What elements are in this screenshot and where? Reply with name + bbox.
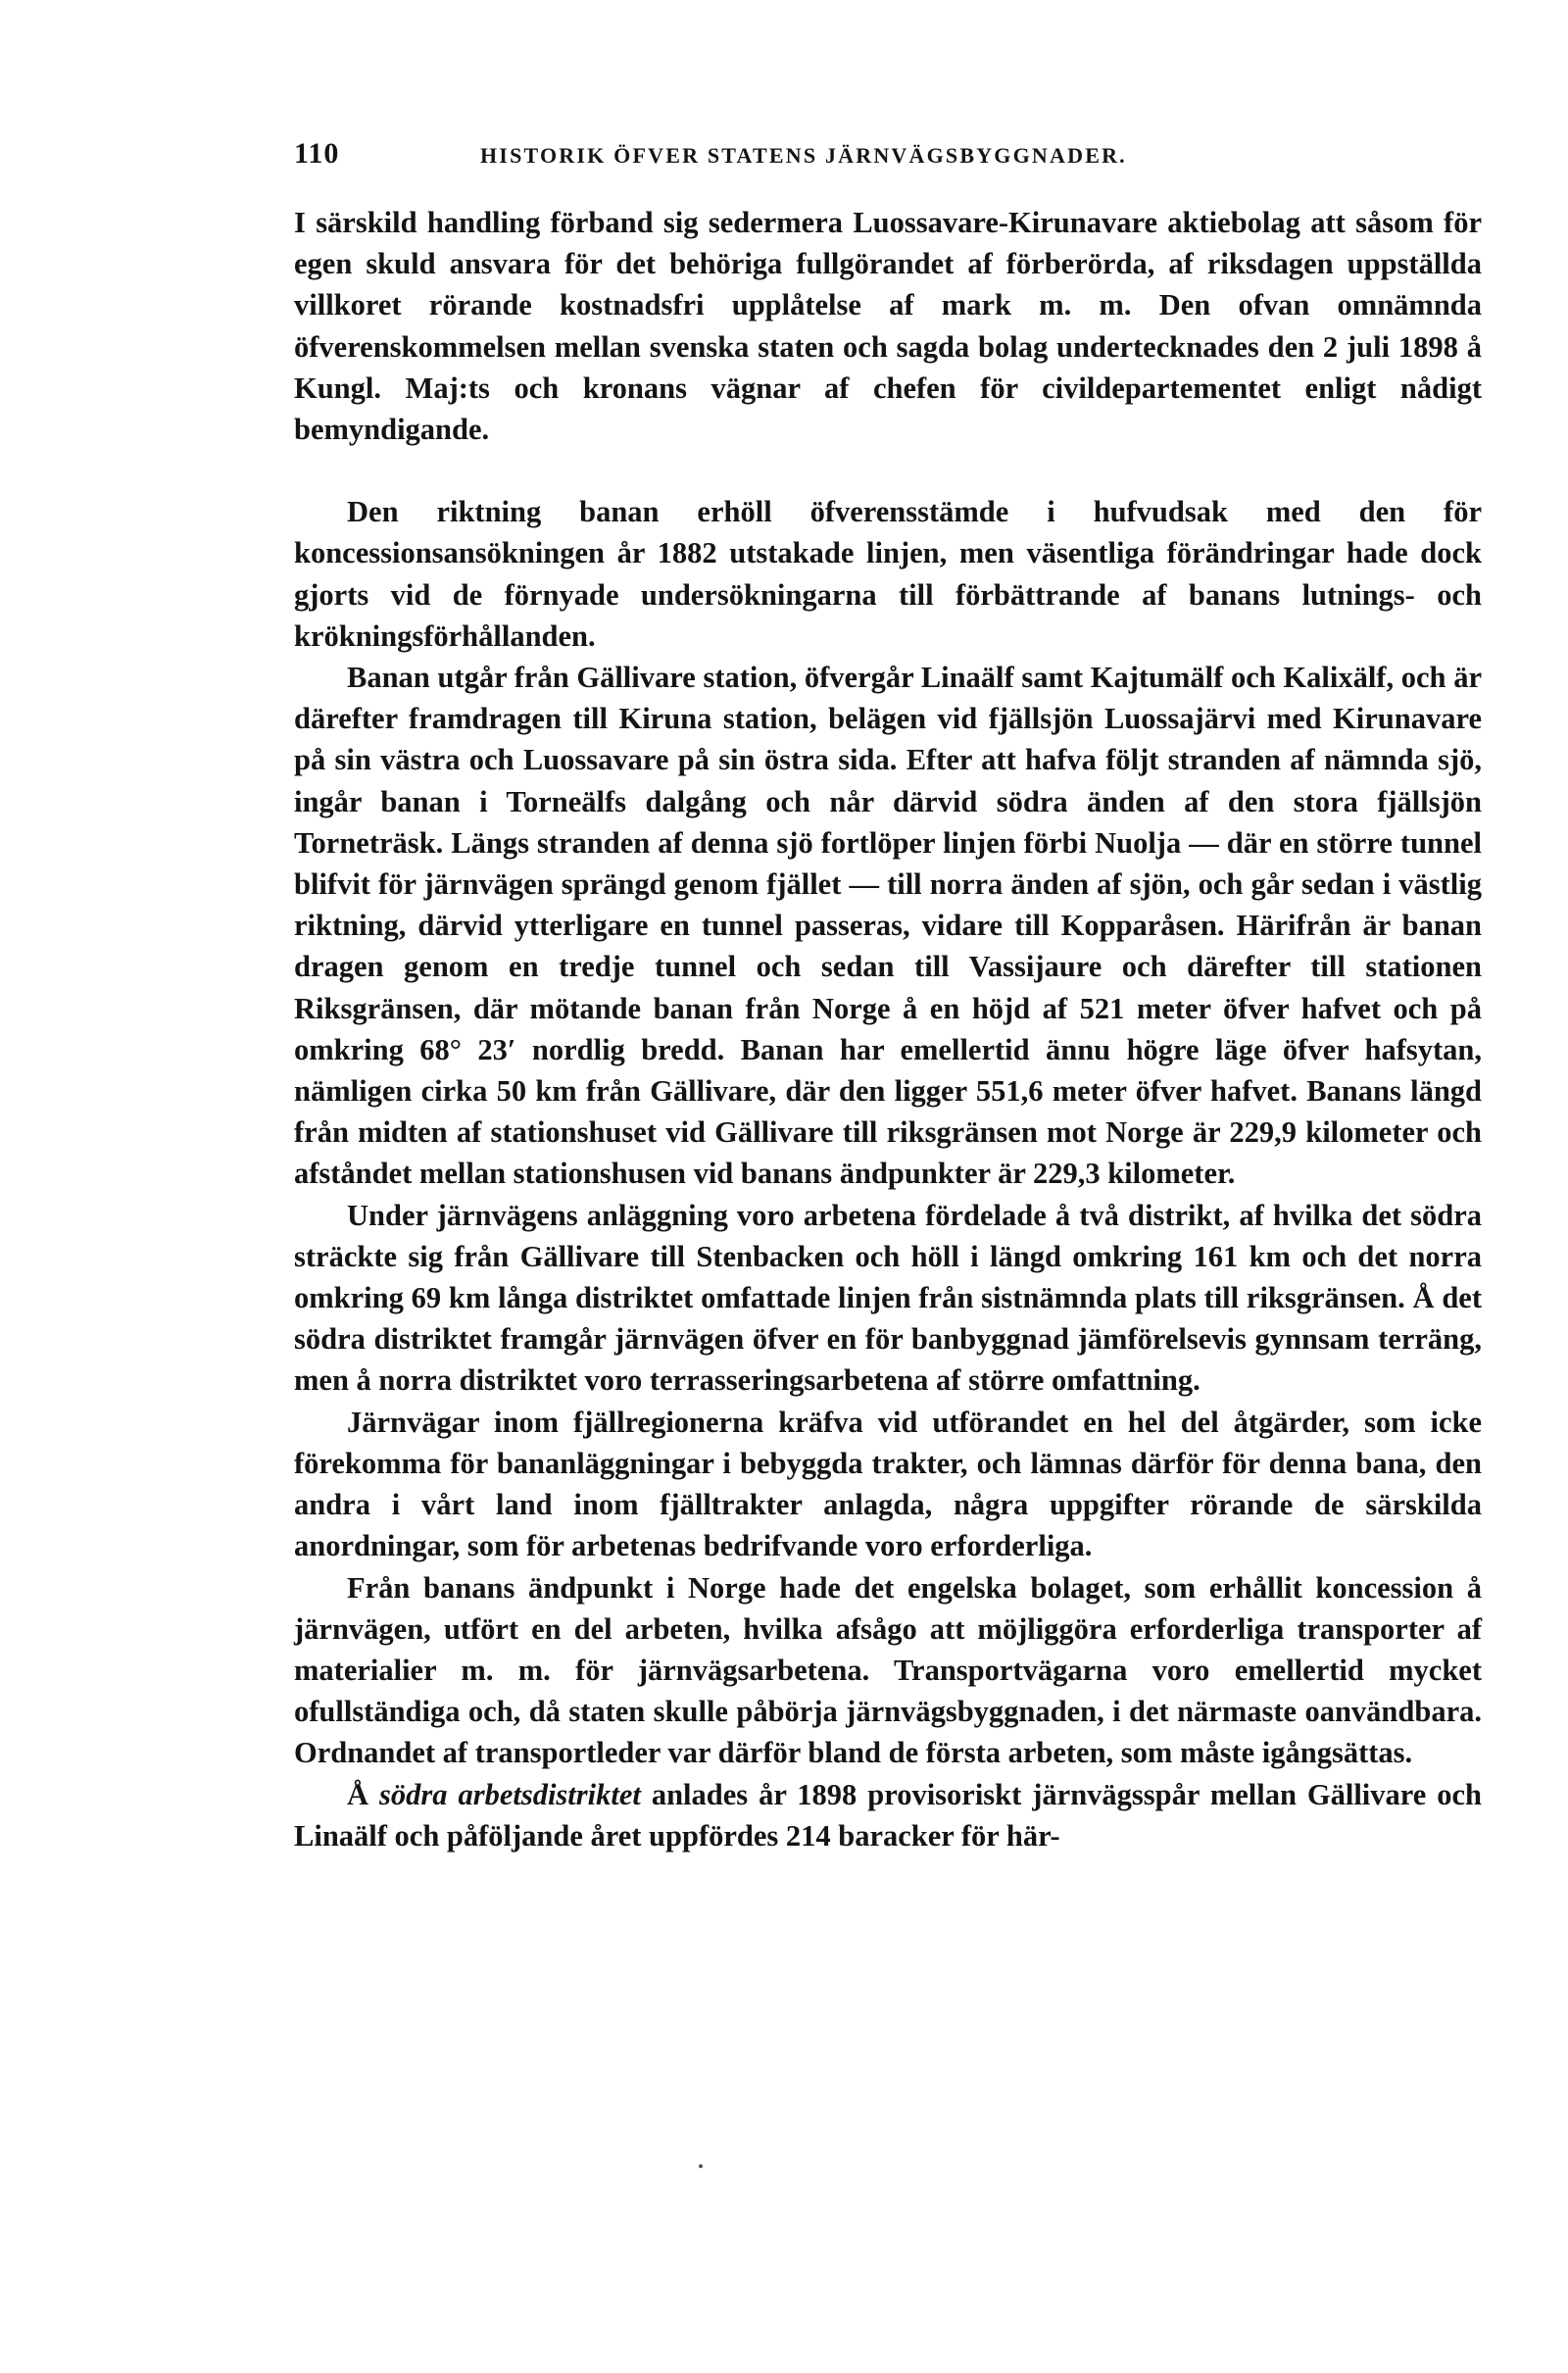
paragraph-1: I särskild handling förband sig sedermera Luossavare-Kirunavare aktiebolag att såsom för egen skuld ansvara för det behöriga fullgörandet af förberörda, af riksdagen uppställda villkoret rörande kostnadsfri upplåtelse af mark m. m. Den ofvan omnämnda öfverenskommelsen mellan svenska staten och sagda bolag undertecknades den 2 juli 1898 å Kungl. Maj:ts och kronans vägnar af chefen för civildepartementet enligt nådigt bemyndigande. — [294, 206, 1482, 447]
paragraph-7-lead: Å — [347, 1777, 379, 1811]
paragraph-2: Den riktning banan erhöll öfverensstämde i hufvudsak med den för koncessionsansökningen år 1882 utstakade linjen, men väsentliga förändringar hade dock gjorts vid de förnyade undersökningarna till förbättrande af banans lutnings- och krökningsförhållanden. — [294, 495, 1482, 653]
paragraph-7 — [294, 1774, 1482, 1856]
paragraph-7-text: anlades år 1898 provisoriskt järnvägsspår mellan Gällivare och Linaälf och påföljande året uppfördes 214 baracker för här- — [294, 1777, 1483, 1853]
paragraph-5: Järnvägar inom fjällregionerna kräfva vid utförandet en hel del åtgärder, som icke förekomma för bananläggningar i bebyggda trakter, och lämnas därför för denna bana, den andra i vårt land inom fjälltrakter anlagda, några uppgifter rörande de särskilda anordningar, som för arbetenas bedrifvande voro erforderliga. — [294, 1405, 1482, 1563]
stray-ink-dot — [699, 2164, 703, 2168]
running-header — [294, 137, 1480, 176]
running-title: HISTORIK ÖFVER STATENS JÄRNVÄGSBYGGNADER. — [480, 143, 1127, 168]
paragraph-7-italic: södra arbetsdistriktet — [379, 1777, 641, 1811]
paragraph-4: Under järnvägens anläggning voro arbetena fördelade å två distrikt, af hvilka det södra sträckte sig från Gällivare till Stenbacken och höll i längd omkring 161 km och det norra omkring 69 km långa distriktet omfattade linjen från sistnämnda plats till riksgränsen. Å det södra distriktet framgår järnvägen öfver en för banbyggnad jämförelsevis gynnsam terräng, men å norra distriktet voro terrasseringsarbetena af större omfattning. — [294, 1198, 1482, 1398]
paragraph-3: Banan utgår från Gällivare station, öfvergår Linaälf samt Kajtumälf och Kalixälf, och är därefter framdragen till Kiruna station, belägen vid fjällsjön Luossajärvi med Kirunavare på sin västra och Luossavare på sin östra sida. Efter att hafva följt stranden af nämnda sjö, ingår banan i Torneälfs dalgång och når därvid södra änden af den stora fjällsjön Torneträsk. Längs stranden af denna sjö fortlöper linjen förbi Nuolja — där en större tunnel blifvit för järnvägen sprängd genom fjället — till norra änden af sjön, och går sedan i västlig riktning, därvid ytterligare en tunnel passeras, vidare till Kopparåsen. Härifrån är banan dragen genom en tredje tunnel och sedan till Vassijaure och därefter till stationen Riksgränsen, där mötande banan från Norge å en höjd af 521 meter öfver hafvet och på omkring 68° 23′ nordlig bredd. Banan har emellertid ännu högre läge öfver hafsytan, nämligen cirka 50 km från Gällivare, där den ligger 551,6 meter öfver hafvet. Banans längd från midten af stationshuset vid Gällivare till riksgränsen mot Norge är 229,9 kilometer och afståndet mellan stationshusen vid banans ändpunkter är 229,3 kilometer. — [294, 661, 1482, 1191]
page-number: 110 — [294, 137, 340, 170]
body-text — [294, 202, 1482, 1856]
paragraph-6: Från banans ändpunkt i Norge hade det engelska bolaget, som erhållit koncession å järnvägen, utfört en del arbeten, hvilka afsågo att möjliggöra erforderliga transporter af materialier m. m. för järnvägsarbetena. Transportvägarna voro emellertid mycket ofullständiga och, då staten skulle påbörja järnvägsbyggnaden, i det närmaste oanvändbara. Ordnandet af transportleder var därför bland de första arbeten, som måste igångsättas. — [294, 1570, 1482, 1770]
